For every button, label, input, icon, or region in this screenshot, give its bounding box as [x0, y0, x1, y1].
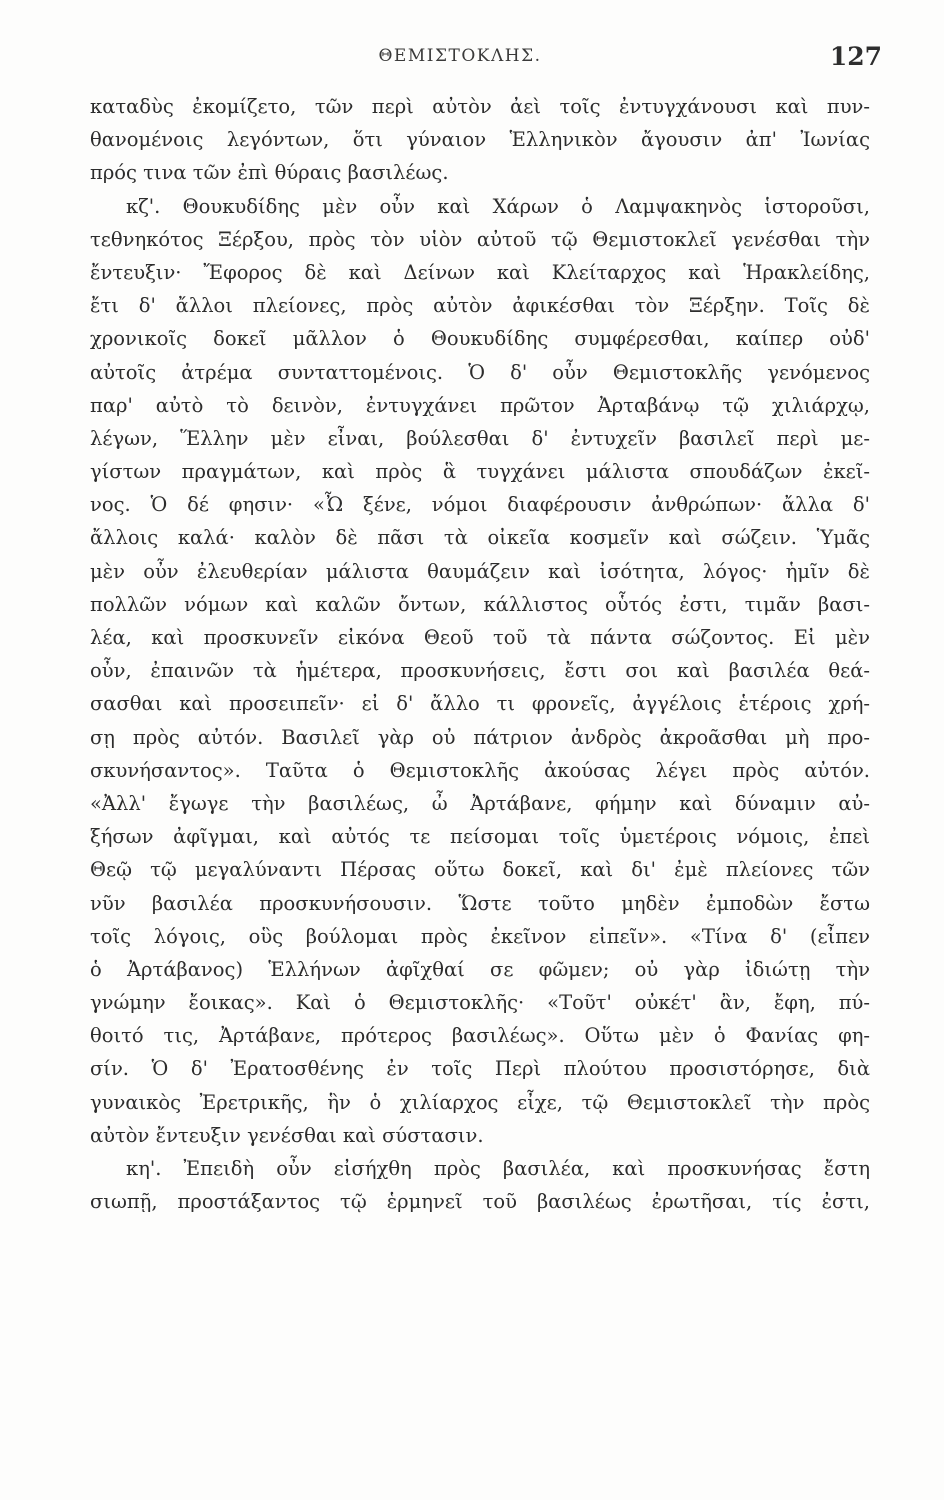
text-line: σασθαι καὶ προσειπεῖν· εἰ δ' ἄλλο τι φρονεῖς, ἀγγέλοις ἑτέροις χρή-	[90, 692, 870, 716]
text-line: πρός τινα τῶν ἐπὶ θύραις βασιλέως.	[90, 161, 449, 185]
running-title: ΘΕΜΙΣΤΟΚΛΗΣ.	[378, 46, 542, 66]
text-line: ξήσων ἀφῖγμαι, καὶ αὐτός τε πείσομαι τοῖς ὑμετέροις νόμοις, ἐπεὶ	[90, 825, 870, 849]
text-line: θοιτό τις, Ἀρτάβανε, πρότερος βασιλέως». Οὕτω μὲν ὁ Φανίας φη-	[90, 1024, 870, 1048]
text-line: πολλῶν νόμων καὶ καλῶν ὄντων, κάλλιστος οὗτός ἐστι, τιμᾶν βασι-	[90, 592, 870, 616]
text-line: Θεῷ τῷ μεγαλύναντι Πέρσας οὕτω δοκεῖ, καὶ δι' ἐμὲ πλείονες τῶν	[90, 858, 870, 882]
running-head	[0, 42, 944, 76]
text-line: παρ' αὐτὸ τὸ δεινὸν, ἐντυγχάνει πρῶτον Ἀρταβάνῳ τῷ χιλιάρχῳ,	[90, 393, 870, 417]
text-line: νος. Ὁ δέ φησιν· «Ὦ ξένε, νόμοι διαφέρουσιν ἀνθρώπων· ἄλλα δ'	[90, 493, 870, 517]
text-line: ἔτι δ' ἄλλοι πλείονες, πρὸς αὐτὸν ἀφικέσθαι τὸν Ξέρξην. Τοῖς δὲ	[90, 294, 870, 318]
section-heading-line: κζ'. Θουκυδίδης μὲν οὖν καὶ Χάρων ὁ Λαμψακηνὸς ἱστοροῦσι,	[126, 194, 870, 218]
text-line: αὐτοῖς ἀτρέμα συνταττομένοις. Ὁ δ' οὖν Θεμιστοκλῆς γενόμενος	[90, 360, 870, 384]
text-line: σιωπῇ, προστάξαντος τῷ ἑρμηνεῖ τοῦ βασιλέως ἐρωτῆσαι, τίς ἐστι,	[90, 1190, 870, 1214]
text-line: καταδὺς ἐκομίζετο, τῶν περὶ αὐτὸν ἀεὶ τοῖς ἐντυγχάνουσι καὶ πυν-	[90, 95, 870, 118]
text-line: σκυνήσαντος». Ταῦτα ὁ Θεμιστοκλῆς ἀκούσας λέγει πρὸς αὐτόν.	[90, 758, 870, 782]
text-line: «Ἀλλ' ἔγωγε τὴν βασιλέως, ὦ Ἀρτάβανε, φήμην καὶ δύναμιν αὐ-	[90, 791, 870, 815]
body-text	[90, 90, 870, 1218]
section-heading-line: κη'. Ἐπειδὴ οὖν εἰσήχθη πρὸς βασιλέα, καὶ προσκυνήσας ἔστη	[126, 1157, 870, 1180]
text-line: αὐτὸν ἔντευξιν γενέσθαι καὶ σύστασιν.	[90, 1123, 484, 1147]
text-line: λέα, καὶ προσκυνεῖν εἰκόνα Θεοῦ τοῦ τὰ πάντα σώζοντος. Εἰ μὲν	[90, 626, 870, 649]
text-line: θανομένοις λεγόντων, ὅτι γύναιον Ἑλληνικὸν ἄγουσιν ἀπ' Ἰωνίας	[90, 128, 870, 152]
text-line: ὁ Ἀρτάβανος) Ἑλλήνων ἀφῖχθαί σε φῶμεν; οὐ γὰρ ἰδιώτῃ τὴν	[90, 957, 870, 981]
text-line: χρονικοῖς δοκεῖ μᾶλλον ὁ Θουκυδίδης συμφέρεσθαι, καίπερ οὐδ'	[90, 327, 870, 351]
text-line: τεθνηκότος Ξέρξου, πρὸς τὸν υἱὸν αὐτοῦ τῷ Θεμιστοκλεῖ γενέσθαι τὴν	[90, 227, 870, 251]
text-line: σίν. Ὁ δ' Ἐρατοσθένης ἐν τοῖς Περὶ πλούτου προσιστόρησε, διὰ	[90, 1057, 870, 1081]
text-line: οὖν, ἐπαινῶν τὰ ἡμέτερα, προσκυνήσεις, ἔστι σοι καὶ βασιλέα θεά-	[90, 659, 870, 683]
text-line: ἔντευξιν· Ἔφορος δὲ καὶ Δείνων καὶ Κλείταρχος καὶ Ἡρακλείδης,	[90, 260, 870, 284]
text-line: νῦν βασιλέα προσκυνήσουσιν. Ὥστε τοῦτο μηδὲν ἐμποδὼν ἔστω	[90, 891, 870, 915]
text-line: γνώμην ἔοικας». Καὶ ὁ Θεμιστοκλῆς· «Τοῦτ' οὐκέτ' ἂν, ἔφη, πύ-	[90, 991, 870, 1015]
text-line: τοῖς λόγοις, οὓς βούλομαι πρὸς ἐκεῖνον εἰπεῖν». «Τίνα δ' (εἶπεν	[90, 924, 870, 948]
text-line: μὲν οὖν ἐλευθερίαν μάλιστα θαυμάζειν καὶ ἰσότητα, λόγος· ἡμῖν δὲ	[90, 559, 870, 583]
text-line: λέγων, Ἕλλην μὲν εἶναι, βούλεσθαι δ' ἐντυχεῖν βασιλεῖ περὶ με-	[90, 426, 870, 450]
text-line: γίστων πραγμάτων, καὶ πρὸς ἃ τυγχάνει μάλιστα σπουδάζων ἐκεῖ-	[90, 460, 870, 484]
text-line: ἄλλοις καλά· καλὸν δὲ πᾶσι τὰ οἰκεῖα κοσμεῖν καὶ σώζειν. Ὑμᾶς	[90, 526, 870, 550]
text-line: σῃ πρὸς αὐτόν. Βασιλεῖ γὰρ οὐ πάτριον ἀνδρὸς ἀκροᾶσθαι μὴ προ-	[90, 725, 870, 749]
page-number: 127	[829, 42, 882, 71]
text-line: γυναικὸς Ἐρετρικῆς, ἣν ὁ χιλίαρχος εἶχε, τῷ Θεμιστοκλεῖ τὴν πρὸς	[90, 1090, 870, 1114]
